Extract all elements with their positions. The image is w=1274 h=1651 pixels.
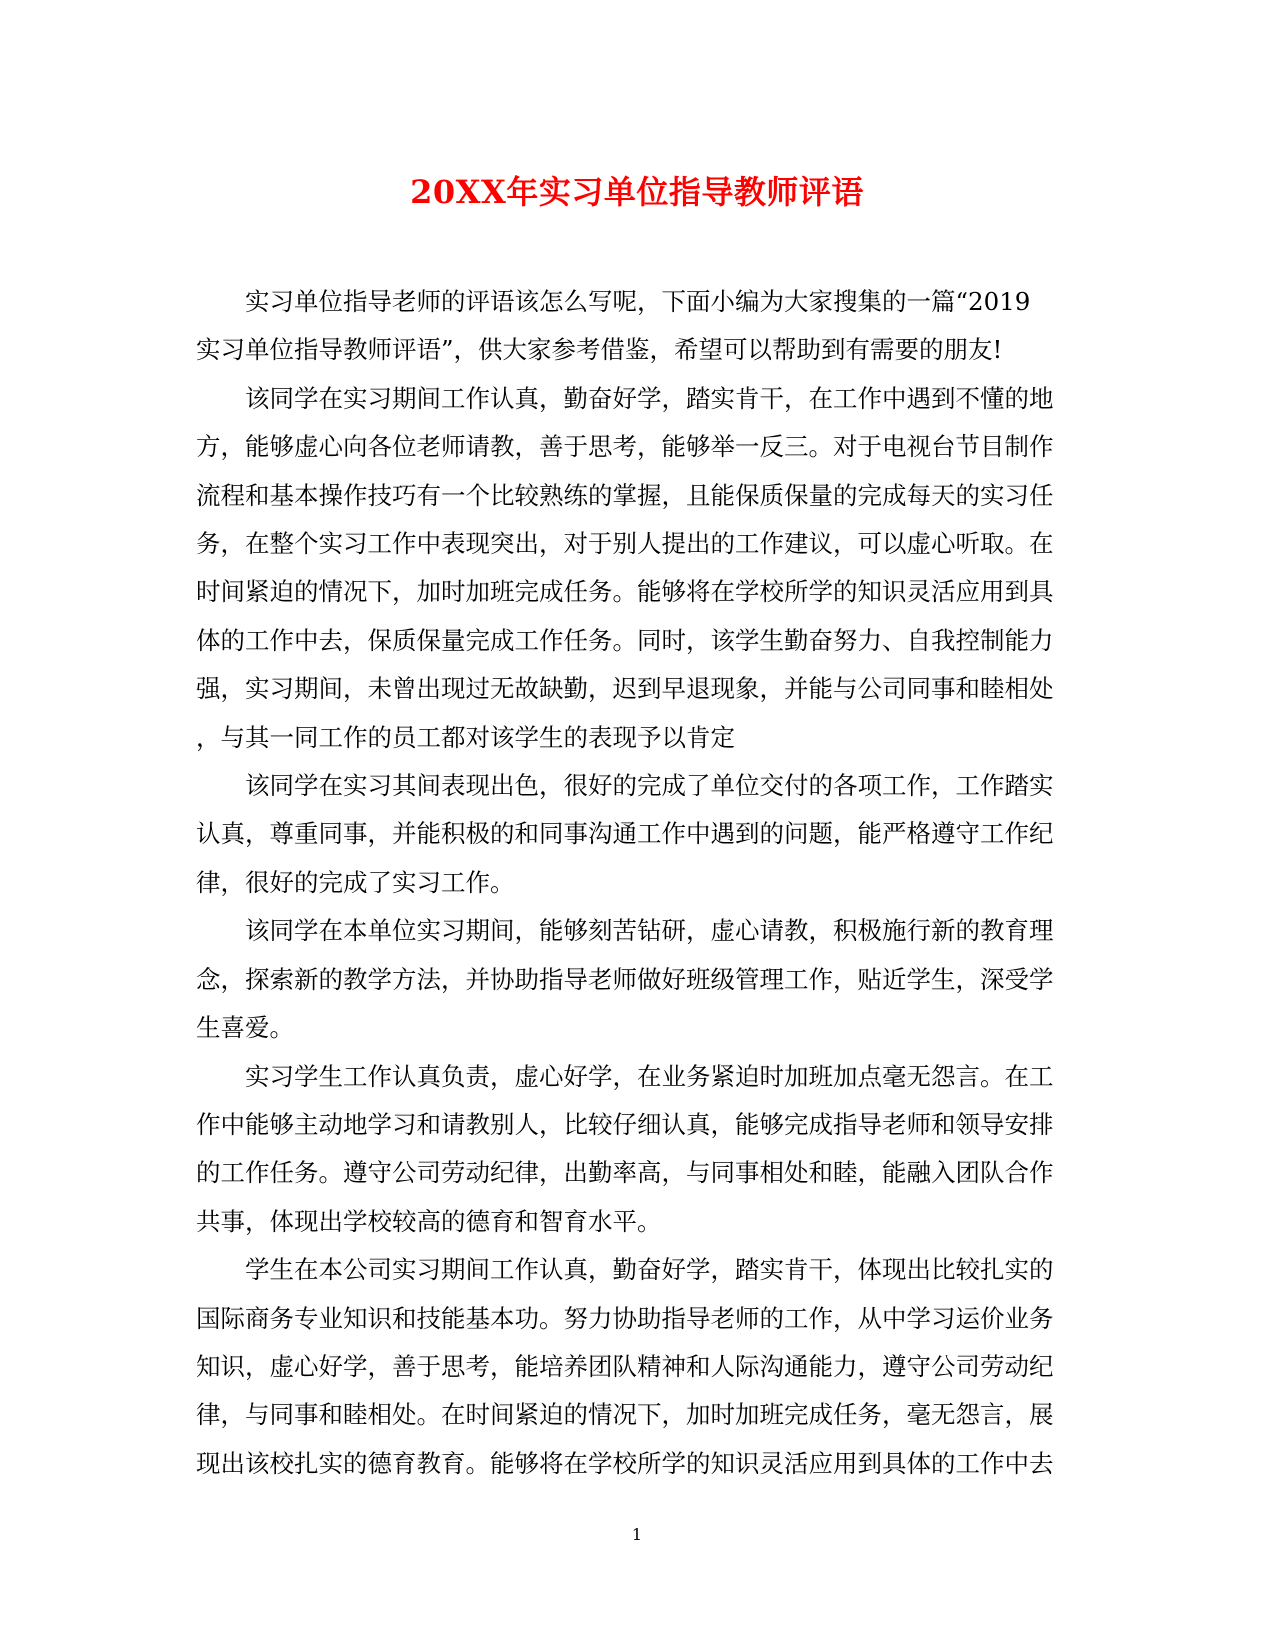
body-paragraph [196,1246,1076,1488]
paragraph-line: 学生在本公司实习期间工作认真，勤奋好学，踏实肯干，体现出比较扎实的 [245,1255,1054,1285]
body-paragraph [196,375,1076,762]
paragraph-line: 现出该校扎实的德育教育。能够将在学校所学的知识灵活应用到具体的工作中去 [196,1448,1054,1478]
paragraph-line: 该同学在实习期间工作认真，勤奋好学，踏实肯干，在工作中遇到不懂的地 [245,383,1054,413]
body-paragraph [196,1053,1076,1247]
page-number: 1 [631,1525,643,1544]
paragraph-line: ，与其一同工作的员工都对该学生的表现予以肯定 [196,722,735,752]
paragraph-line: 认真，尊重同事，并能积极的和同事沟通工作中遇到的问题，能严格遵守工作纪 [196,819,1054,849]
paragraph-line: 实习单位指导老师的评语该怎么写呢，下面小编为大家搜集的一篇“2019 [245,287,1031,316]
document-title: 20XX年实习单位指导教师评语 [410,173,864,211]
paragraph-line: 实习学生工作认真负责，虚心好学，在业务紧迫时加班加点毫无怨言。在工 [245,1061,1054,1091]
paragraph-line: 体的工作中去，保质保量完成工作任务。同时，该学生勤奋努力、自我控制能力 [196,625,1054,655]
body-paragraph [196,278,1076,375]
paragraph-line: 的工作任务。遵守公司劳动纪律，出勤率高，与同事相处和睦，能融入团队合作 [196,1158,1054,1188]
paragraph-line: 务，在整个实习工作中表现突出，对于别人提出的工作建议，可以虚心听取。在 [196,529,1054,559]
paragraph-line: 律，很好的完成了实习工作。 [196,867,515,897]
body-paragraph [196,762,1076,907]
paragraph-line: 该同学在本单位实习期间，能够刻苦钻研，虚心请教，积极施行新的教育理 [245,916,1054,946]
paragraph-line: 律，与同事和睦相处。在时间紧迫的情况下，加时加班完成任务，毫无怨言，展 [196,1400,1054,1430]
paragraph-line: 强，实习期间，未曾出现过无故缺勤，迟到早退现象，并能与公司同事和睦相处 [196,674,1054,704]
paragraph-line: 共事，体现出学校较高的德育和智育水平。 [196,1206,662,1236]
document-body [196,278,1076,1488]
paragraph-line: 国际商务专业知识和技能基本功。努力协助指导老师的工作，从中学习运价业务 [196,1303,1054,1333]
paragraph-line: 流程和基本操作技巧有一个比较熟练的掌握，且能保质保量的完成每天的实习任 [196,480,1054,510]
paragraph-line: 作中能够主动地学习和请教别人，比较仔细认真，能够完成指导老师和领导安排 [196,1109,1054,1139]
paragraph-line: 知识，虚心好学，善于思考，能培养团队精神和人际沟通能力，遵守公司劳动纪 [196,1351,1054,1381]
paragraph-line: 时间紧迫的情况下，加时加班完成任务。能够将在学校所学的知识灵活应用到具 [196,577,1054,607]
body-paragraph [196,907,1076,1052]
paragraph-line: 实习单位指导教师评语”，供大家参考借鉴，希望可以帮助到有需要的朋友! [196,335,1003,365]
paragraph-line: 该同学在实习其间表现出色，很好的完成了单位交付的各项工作，工作踏实 [245,771,1054,801]
paragraph-line: 方，能够虚心向各位老师请教，善于思考，能够举一反三。对于电视台节目制作 [196,432,1054,462]
paragraph-line: 生喜爱。 [196,1013,294,1043]
paragraph-line: 念，探索新的教学方法，并协助指导老师做好班级管理工作，贴近学生，深受学 [196,964,1054,994]
